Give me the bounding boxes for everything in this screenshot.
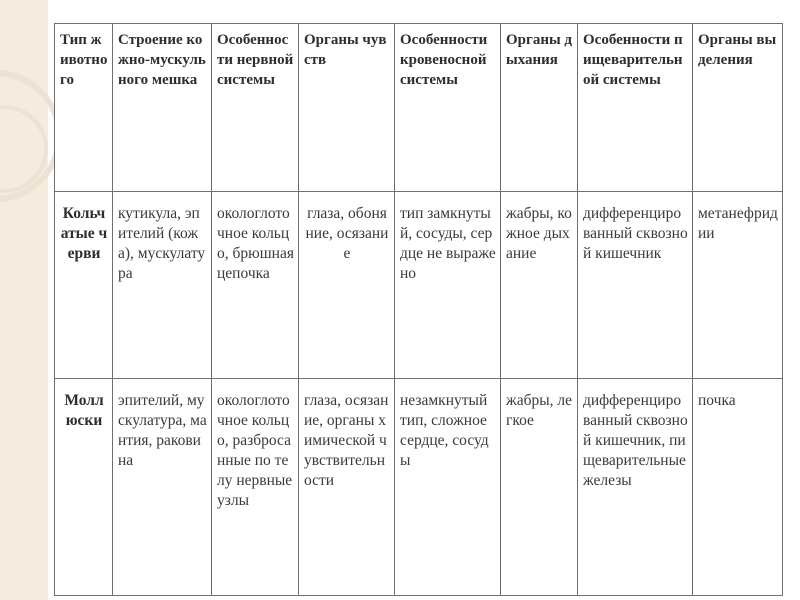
table-cell: жабры, легкое — [501, 379, 578, 596]
table-cell: дифференцированный сквозной кишечник, пищеварительные железы — [578, 379, 693, 596]
header-cell-sense-organs: Органы чувств — [299, 24, 395, 192]
row-header-annelids: Кольчатые черви — [55, 192, 113, 379]
header-cell-nervous-system: Особенности нервной системы — [212, 24, 299, 192]
table-cell: дифференцированный сквозной кишечник — [578, 192, 693, 379]
table-row — [55, 192, 783, 379]
table-header-row — [55, 24, 783, 192]
table-row — [55, 379, 783, 596]
table-cell: тип замкнутый, сосуды, сердце не выражено — [395, 192, 501, 379]
table-cell: окологлоточное кольцо, разбросанные по телу нервные узлы — [212, 379, 299, 596]
header-cell-animal-type: Тип животного — [55, 24, 113, 192]
row-header-mollusks: Моллюски — [55, 379, 113, 596]
table-cell: кутикула, эпителий (кожа), мускулатура — [113, 192, 212, 379]
table-cell: глаза, обоняние, осязание — [299, 192, 395, 379]
header-cell-body-wall: Строение кожно-мускульного мешка — [113, 24, 212, 192]
table-cell: жабры, кожное дыхание — [501, 192, 578, 379]
table-cell: эпителий, мускулатура, мантия, раковина — [113, 379, 212, 596]
table-cell: окологлоточное кольцо, брюшная цепочка — [212, 192, 299, 379]
table-cell: глаза, осязание, органы химической чувствительности — [299, 379, 395, 596]
header-cell-excretory-organs: Органы выделения — [693, 24, 783, 192]
header-cell-digestive-system: Особенности пищеварительной системы — [578, 24, 693, 192]
header-cell-circulatory-system: Особенности кровеносной системы — [395, 24, 501, 192]
header-cell-respiratory-organs: Органы дыхания — [501, 24, 578, 192]
comparison-table — [54, 23, 783, 596]
table-cell: почка — [693, 379, 783, 596]
table-cell: метанефридии — [693, 192, 783, 379]
table-cell: незамкнутый тип, сложное сердце, сосуды — [395, 379, 501, 596]
